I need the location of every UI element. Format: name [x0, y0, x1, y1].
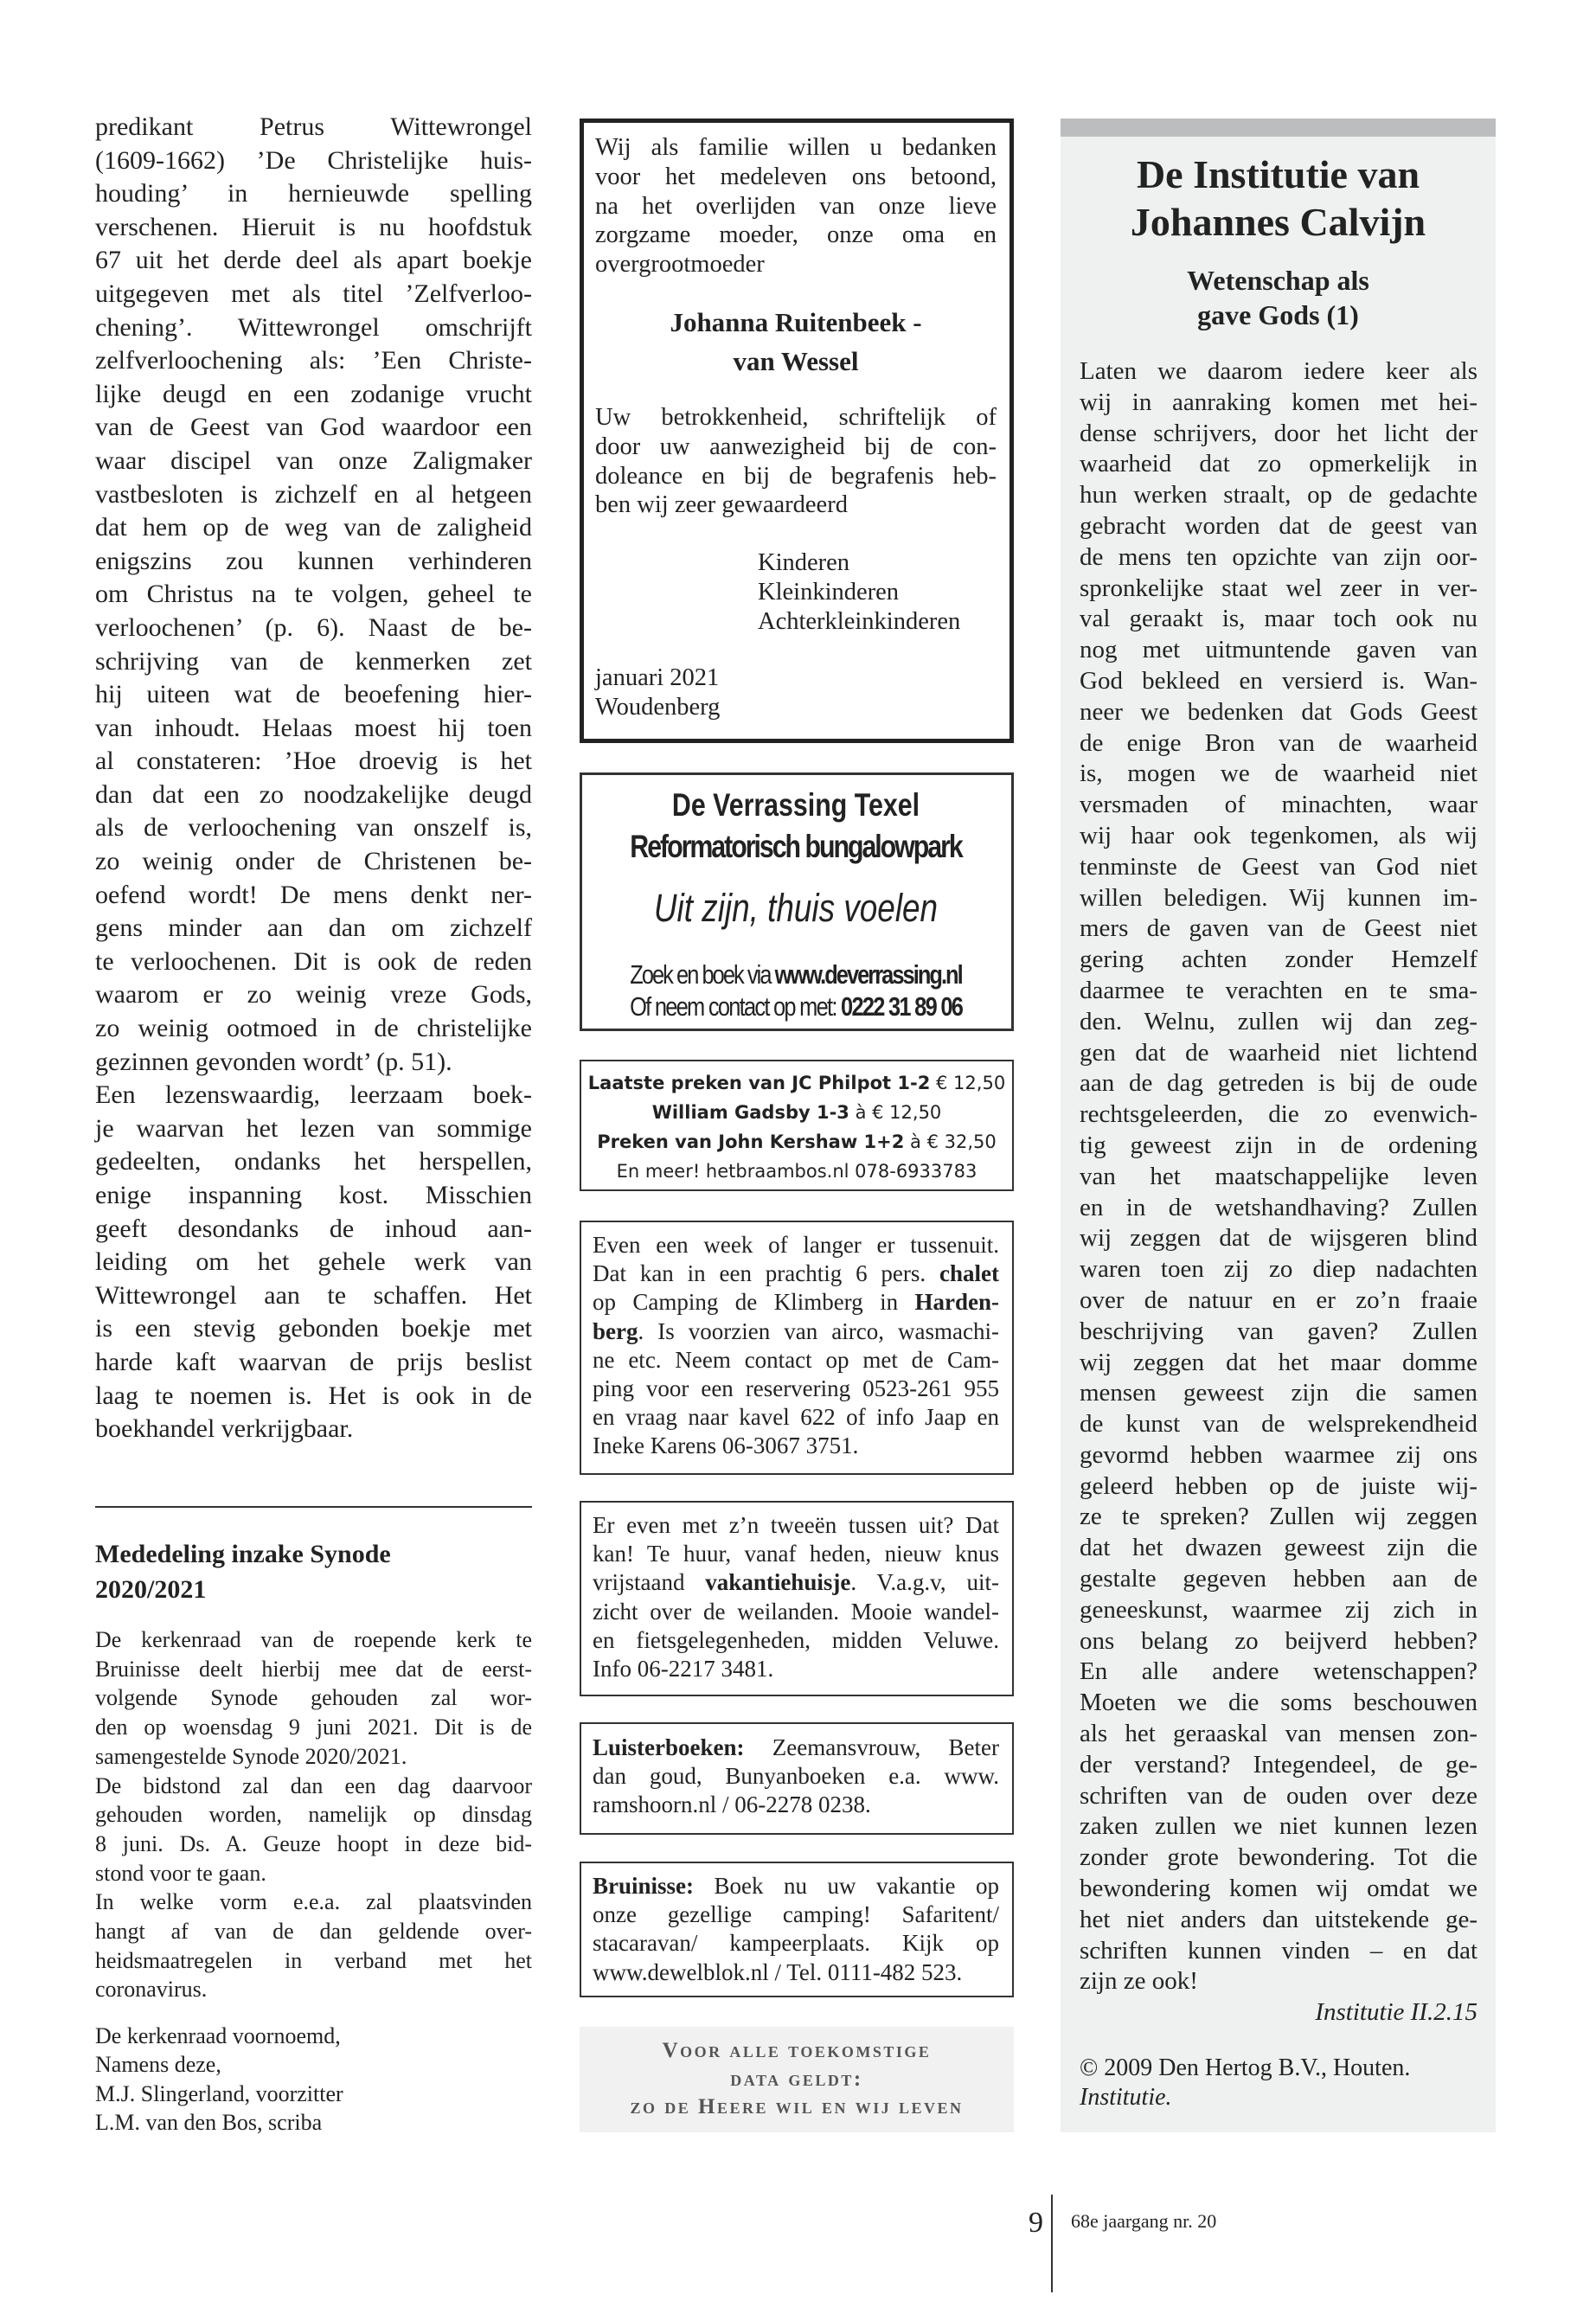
text-line: de mens ten opzichte van zijn oor- [1080, 542, 1477, 571]
text-line: spronkelijke staat wel zeer in ver- [1080, 574, 1477, 602]
text-line: Bruinisse deelt hierbij mee dat de eerst- [95, 1656, 532, 1682]
copyright-note [1080, 2054, 1477, 2112]
text-line: coronavirus. [95, 1977, 208, 2003]
holiday-home-ad [580, 1501, 1014, 1696]
source-reference: Institutie II.2.15 [1315, 1998, 1477, 2027]
text-line: van inhoudt. Helaas moest hij toen [95, 713, 532, 742]
text-line: God bekleed en versierd is. Wan- [1080, 666, 1477, 695]
text-line: dat het dwazen geweest zijn die [1080, 1534, 1477, 1562]
text-span: . V.a.g.v, uit- [850, 1569, 999, 1596]
text-line: Even een week of langer er tussenuit. [593, 1232, 999, 1258]
text-line: als het geraaskal van mensen zon- [1080, 1720, 1477, 1748]
text-line: M.J. Slingerland, voorzitter [95, 2080, 343, 2106]
article-continuation [95, 111, 532, 1446]
text-line: zijn ze ook! [1080, 1967, 1198, 1996]
text-line: gezinnen gevonden wordt’ (p. 51). [95, 1047, 452, 1076]
text-line: De kerkenraad voornoemd, [95, 2023, 341, 2048]
text-line: stacaravan/ kampeerplaats. Kijk op [593, 1930, 999, 1957]
text-line: over de natuur en er zo’n fraaie [1080, 1285, 1477, 1314]
text-line: 2020/2021 [95, 1575, 207, 1604]
text-span: op Camping de Klimberg in [593, 1289, 915, 1316]
text-line: geneeskunst, waarmee zij zich in [1080, 1595, 1477, 1624]
text-line: Laten we daarom iedere keer als [1080, 357, 1477, 385]
text-line: den op woensdag 9 juni 2021. Dit is de [95, 1715, 532, 1740]
footer-divider [1051, 2195, 1053, 2292]
obituary-intro [595, 133, 997, 279]
text-line: geeft desondanks de inhoud aan- [95, 1214, 532, 1243]
text-line: geleerd hebben op de juiste wij- [1080, 1471, 1477, 1500]
text-line: waarom er zo weinig vreze Gods, [95, 980, 532, 1009]
text-line [586, 1098, 1007, 1127]
text-line: januari 2021 [595, 664, 720, 691]
text-line: De Institutie van [1136, 152, 1420, 196]
text-line: De Verrassing Texel [671, 787, 920, 823]
synode-heading [95, 1536, 532, 1607]
text-line: dat hem op de weg van de zaligheid [95, 513, 532, 542]
camping-text [593, 1872, 999, 1987]
texel-bungalowpark-ad [580, 772, 1014, 1031]
text-line: tig geweest zijn in de ordening [1080, 1131, 1477, 1159]
text-line: Achterkleinkinderen [758, 607, 961, 635]
text-line: om Christus na te volgen, geheel te [95, 580, 532, 609]
text-line: Kinderen [758, 549, 850, 576]
text-line: zo weinig ootmoed in de christelijke [95, 1014, 532, 1043]
text-line: De bidstond zal dan een dag daarvoor [95, 1772, 532, 1798]
text-line: En meer! hetbraambos.nl 078-6933783 [616, 1161, 977, 1182]
text-line: schriften van de ouden over deze [1080, 1781, 1477, 1810]
text-line: 8 juni. Ds. A. Geuze hoopt in deze bid- [95, 1830, 532, 1856]
text-line: dense schrijvers, door het licht der [1080, 419, 1477, 447]
obituary-thanks [595, 403, 997, 520]
text-line: willen beledigen. Wij kunnen im- [1080, 883, 1477, 912]
bold-text: Laatste preken van JC Philpot 1-2 [587, 1073, 931, 1093]
bold-text: vakantiehuisje [705, 1569, 851, 1596]
text-line: stond voor te gaan. [95, 1860, 266, 1886]
page-number: 9 [1029, 2207, 1043, 2239]
text-line: Wetenschap als [1187, 265, 1369, 296]
text-line: na het overlijden van onze lieve [595, 192, 997, 220]
text-line [586, 1127, 1007, 1157]
text-line [593, 1734, 999, 1762]
section-divider [95, 1506, 532, 1508]
audiobooks-ad [580, 1722, 1014, 1835]
text-line: www.dewelblok.nl / Tel. 0111-482 523. [593, 1958, 963, 1985]
calvijn-column [1061, 119, 1496, 2132]
text-line: wij zeggen dat het maar domme [1080, 1348, 1477, 1376]
bold-text: chalet [939, 1260, 999, 1287]
text-line: Uw betrokkenheid, schriftelijk of [595, 404, 997, 431]
text-line [593, 1288, 999, 1317]
text-line: ben wij zeer gewaardeerd [595, 491, 848, 519]
text-line: Wij als familie willen u bedanken [595, 134, 997, 161]
texel-title [630, 785, 962, 868]
texel-slogan: Uit zijn, thuis voelen [653, 886, 939, 930]
text-line: enige inspanning kost. Misschien [95, 1181, 532, 1209]
text-line: de enige Bron van de waarheid [1080, 728, 1477, 757]
text-line: De kerkenraad van de roepende kerk te [95, 1627, 532, 1652]
text-line: en in de wetshandhaving? Zullen [1080, 1193, 1477, 1221]
text-span: Zoek en boek via [630, 959, 775, 990]
text-line: en vraag naar kavel 622 of info Jaap en [593, 1404, 999, 1431]
text-line: enigszins zou kunnen verhinderen [95, 546, 532, 575]
text-line: door uw aanwezigheid bij de con- [595, 433, 997, 460]
text-line: chening’. Wittewrongel omschrijft [95, 312, 532, 342]
text-line: boekhandel verkrijgbaar. [95, 1414, 354, 1444]
text-line: is een stevig gebonden boekje met [95, 1314, 532, 1343]
text-line: ons belang zo beijverd hebben? [1080, 1626, 1477, 1655]
text-line: Kleinkinderen [758, 578, 900, 606]
text-line [593, 1259, 999, 1288]
text-line: data geldt: [730, 2067, 863, 2091]
text-span: Boek nu uw vakantie op [694, 1873, 999, 1899]
deceased-name [595, 303, 997, 381]
text-line: Reformatorisch bungalowpark [630, 829, 962, 864]
text-line: je waarvan het lezen van sommige [95, 1113, 532, 1143]
holiday-home-text [593, 1511, 999, 1683]
text-line: ramshoorn.nl / 06-2278 0238. [593, 1791, 871, 1818]
text-line: kan! Te huur, vanaf heden, nieuw knus [593, 1541, 999, 1567]
text-line: mensen geweest zijn die samen [1080, 1379, 1477, 1407]
text-line: Ineke Karens 06-3067 3751. [593, 1433, 859, 1459]
synode-announcement [95, 1625, 532, 2004]
text-line: al constateren: ’Hoe droevig is het [95, 747, 532, 776]
issue-info: 68e jaargang nr. 20 [1071, 2210, 1217, 2232]
text-line: Mededeling inzake Synode [95, 1540, 391, 1568]
text-line: van de Geest van God waardoor een [95, 413, 532, 442]
text-line: der verstand? Integendeel, de ge- [1080, 1750, 1477, 1779]
bold-text: Luisterboeken: [593, 1734, 745, 1760]
column-title [1061, 151, 1496, 246]
text-span: Of neem contact op met: [630, 991, 842, 1022]
text-line [630, 958, 962, 990]
text-line: bewondering komen wij omdat we [1080, 1875, 1477, 1903]
obituary-date-place [595, 663, 997, 722]
text-line: tenminste de Geest van God niet [1080, 852, 1477, 881]
text-line: wij haar ook tegenkomen, als wij [1080, 821, 1477, 849]
camping-bruinisse-ad [580, 1862, 1014, 1997]
column-body-text [1080, 356, 1477, 1997]
bold-text: Harden- [914, 1289, 999, 1316]
text-line: versmaden of minachten, waar [1080, 791, 1477, 819]
text-line: lijke deugd en een zodanige vrucht [95, 379, 532, 408]
text-line: mers de gaven van de Geest niet [1080, 914, 1477, 943]
column-header-bar [1061, 119, 1496, 137]
text-line: Voor alle toekomstige [662, 2039, 932, 2062]
text-line: waar discipel van onze Zaligmaker [95, 445, 532, 475]
text-line: val geraakt is, maar toch ook nu [1080, 605, 1477, 633]
text-line: zonder grote bewondering. Tot die [1080, 1843, 1477, 1872]
text-line: ne etc. Neem contact op met de Cam- [593, 1346, 999, 1373]
text-line [586, 1068, 1007, 1098]
text-line: gave Gods (1) [1197, 299, 1359, 330]
motto-text [588, 2037, 1005, 2122]
text-line: oefend wordt! De mens denkt ner- [95, 880, 532, 909]
deceased-name-line: van Wessel [733, 346, 859, 376]
text-line: Moeten we die soms beschouwen [1080, 1689, 1477, 1717]
text-line: Namens deze, [95, 2052, 221, 2078]
text-line: laag te noemen is. Het is ook in de [95, 1381, 532, 1410]
text-line: schrijving van de kenmerken zet [95, 646, 532, 676]
deceased-name-line: Johanna Ruitenbeek - [670, 307, 922, 337]
text-span: . Is voorzien van airco, wasmachi- [638, 1317, 999, 1344]
chalet-ad [580, 1221, 1014, 1475]
text-line: In welke vorm e.e.a. zal plaatsvinden [95, 1889, 532, 1915]
text-line: wij zeggen dat de wijsgeren blind [1080, 1224, 1477, 1253]
text-line: dan goud, Bunyanboeken e.a. www. [593, 1763, 999, 1790]
bold-text: Preken van John Kershaw 1+2 [597, 1131, 905, 1152]
text-line: zelfverloochening als: ’Een Christe- [95, 346, 532, 375]
text-line [593, 1872, 999, 1900]
synode-signature [95, 2022, 532, 2137]
text-line: aan de dag getreden is bij de oude [1080, 1069, 1477, 1098]
text-line: den. Welnu, zullen wij dan zeg- [1080, 1007, 1477, 1035]
text-line: is, mogen we de waarheid niet [1080, 760, 1477, 788]
text-line: te verloochenen. Dit is ook de reden [95, 946, 532, 976]
text-line: daarmee te verachten en te sma- [1080, 976, 1477, 1004]
obituary-family [758, 548, 997, 636]
text-line: Wittewrongel aan te schaffen. Het [95, 1280, 532, 1310]
sermons-lines [586, 1068, 1007, 1186]
chalet-text [593, 1231, 999, 1461]
text-line: onze gezellige camping! Safaritent/ [593, 1901, 999, 1928]
text-line: harde kaft waarvan de prijs beslist [95, 1347, 532, 1376]
text-line: dan dat een zo noodzakelijke deugd [95, 779, 532, 809]
text-line: Er even met z’n tweeën tussen uit? Dat [593, 1512, 999, 1538]
text-line: zo weinig onder de Christenen be- [95, 847, 532, 876]
text-line: schriften kunnen vinden – en dat [1080, 1936, 1477, 1965]
text-line: van het maatschappelijke leven [1080, 1162, 1477, 1190]
column-body [1080, 356, 1477, 2029]
text-line: en fietsgelegenheden, midden Veluwe. [593, 1626, 999, 1653]
text-line: ze te spreken? Zullen wij zeggen [1080, 1503, 1477, 1531]
text-line: gedeelten, ondanks het herspellen, [95, 1147, 532, 1176]
text-line: Info 06-2217 3481. [593, 1656, 774, 1682]
text-span: vrijstaand [593, 1569, 706, 1596]
text-span: Zeemansvrouw, Beter [744, 1734, 999, 1760]
text-line: vastbesloten is zichzelf en al hetgeen [95, 479, 532, 509]
copyright-book-title: Institutie. [1080, 2084, 1172, 2111]
text-line: samengestelde Synode 2020/2021. [95, 1743, 407, 1769]
text-line: En alle andere wetenschappen? [1080, 1657, 1477, 1686]
text-line: uitgegeven met als titel ’Zelfverloo- [95, 279, 532, 308]
text-line: voor het medeleven ons betoond, [595, 163, 997, 190]
text-line: verloochenen’ (p. 6). Naast de be- [95, 612, 532, 642]
text-line: Johannes Calvijn [1130, 200, 1426, 244]
text-line: leiding om het gehele werk van [95, 1247, 532, 1277]
text-line [593, 1317, 999, 1346]
text-line: L.M. van den Bos, scriba [95, 2109, 323, 2135]
bold-text: berg [593, 1317, 638, 1344]
text-line: als de verloochening van onszelf is, [95, 813, 532, 843]
text-line: gevormd hebben waarmee zij ons [1080, 1440, 1477, 1469]
text-line: gestalte gegeven hebben aan de [1080, 1565, 1477, 1593]
text-line: hun werken straalt, op de gedachte [1080, 481, 1477, 510]
text-line: zaken zullen we niet kunnen lezen [1080, 1812, 1477, 1841]
text-line: 67 uit het derde deel als apart boekje [95, 246, 532, 275]
text-line: overgrootmoeder [595, 251, 765, 279]
text-line: waren toen zij zo diep nadachten [1080, 1255, 1477, 1284]
text-line: doleance en bij de begrafenis heb- [595, 462, 997, 490]
text-line: waarheid dat zo opmerkelijk in [1080, 450, 1477, 478]
text-line: beschrijving van gaven? Zullen [1080, 1317, 1477, 1345]
text-line: (1609-1662) ’De Christelijke huis- [95, 145, 532, 175]
text-line: gen dat de waarheid niet lichtend [1080, 1038, 1477, 1067]
text-line: verschenen. Hieruit is nu hoofdstuk [95, 212, 532, 241]
text-span: € 12,50 [930, 1073, 1006, 1093]
text-line: gehouden worden, namelijk op dinsdag [95, 1802, 532, 1828]
text-span: Dat kan in een prachtig 6 pers. [593, 1260, 940, 1287]
text-line: nog met uitmuntende gaven van [1080, 636, 1477, 664]
text-line [593, 1568, 999, 1597]
copyright-text: © 2009 Den Hertog B.V., Houten. [1080, 2054, 1411, 2081]
text-line: ping voor een reservering 0523-261 955 [593, 1375, 999, 1402]
texel-contact [630, 958, 962, 1022]
bold-text: www.deverrassing.nl [774, 959, 962, 990]
column-subtitle [1061, 263, 1496, 332]
text-line: zo de Heere wil en wij leven [630, 2095, 964, 2118]
text-line: de kunst van de welsprekendheid [1080, 1410, 1477, 1439]
text-line: Woudenberg [595, 693, 721, 721]
text-line: heidsmaatregelen in verband met het [95, 1947, 532, 1973]
text-line: wij in aanraking komen met hei- [1080, 388, 1477, 416]
audiobooks-text [593, 1734, 999, 1820]
text-line: Een lezenswaardig, leerzaam boek- [95, 1080, 532, 1110]
obituary-thanks-ad [580, 119, 1014, 743]
text-span: à € 32,50 [904, 1131, 997, 1152]
bold-text: Bruinisse: [593, 1873, 695, 1899]
text-line [630, 990, 962, 1022]
text-line: gens minder aan dan om zichzelf [95, 913, 532, 943]
text-line: zorgzame moeder, onze oma en [595, 221, 997, 249]
text-line: zicht over de weilanden. Mooie wandel- [593, 1598, 999, 1625]
text-line: het niet anders dan uitstekende ge- [1080, 1905, 1477, 1933]
text-span: à € 12,50 [849, 1102, 942, 1123]
text-line: volgende Synode gehouden zal wor- [95, 1685, 532, 1711]
text-line: rechtsgeleerden, die zo evenwich- [1080, 1100, 1477, 1129]
text-line: hij uiteen wat de beoefening hier- [95, 680, 532, 709]
text-line: houding’ in hernieuwde spelling [95, 179, 532, 208]
text-line: gebracht worden dat de geest van [1080, 511, 1477, 540]
bold-text: William Gadsby 1-3 [651, 1102, 849, 1123]
motto-box [580, 2027, 1014, 2132]
text-line: hangt af van de dan geldende over- [95, 1919, 532, 1945]
text-line: neer we bedenken dat Gods Geest [1080, 697, 1477, 726]
text-line: gering achten zonder Hemzelf [1080, 945, 1477, 974]
bold-text: 0222 31 89 06 [841, 991, 963, 1022]
text-line: predikant Petrus Wittewrongel [95, 112, 532, 141]
sermons-ad [580, 1060, 1014, 1191]
